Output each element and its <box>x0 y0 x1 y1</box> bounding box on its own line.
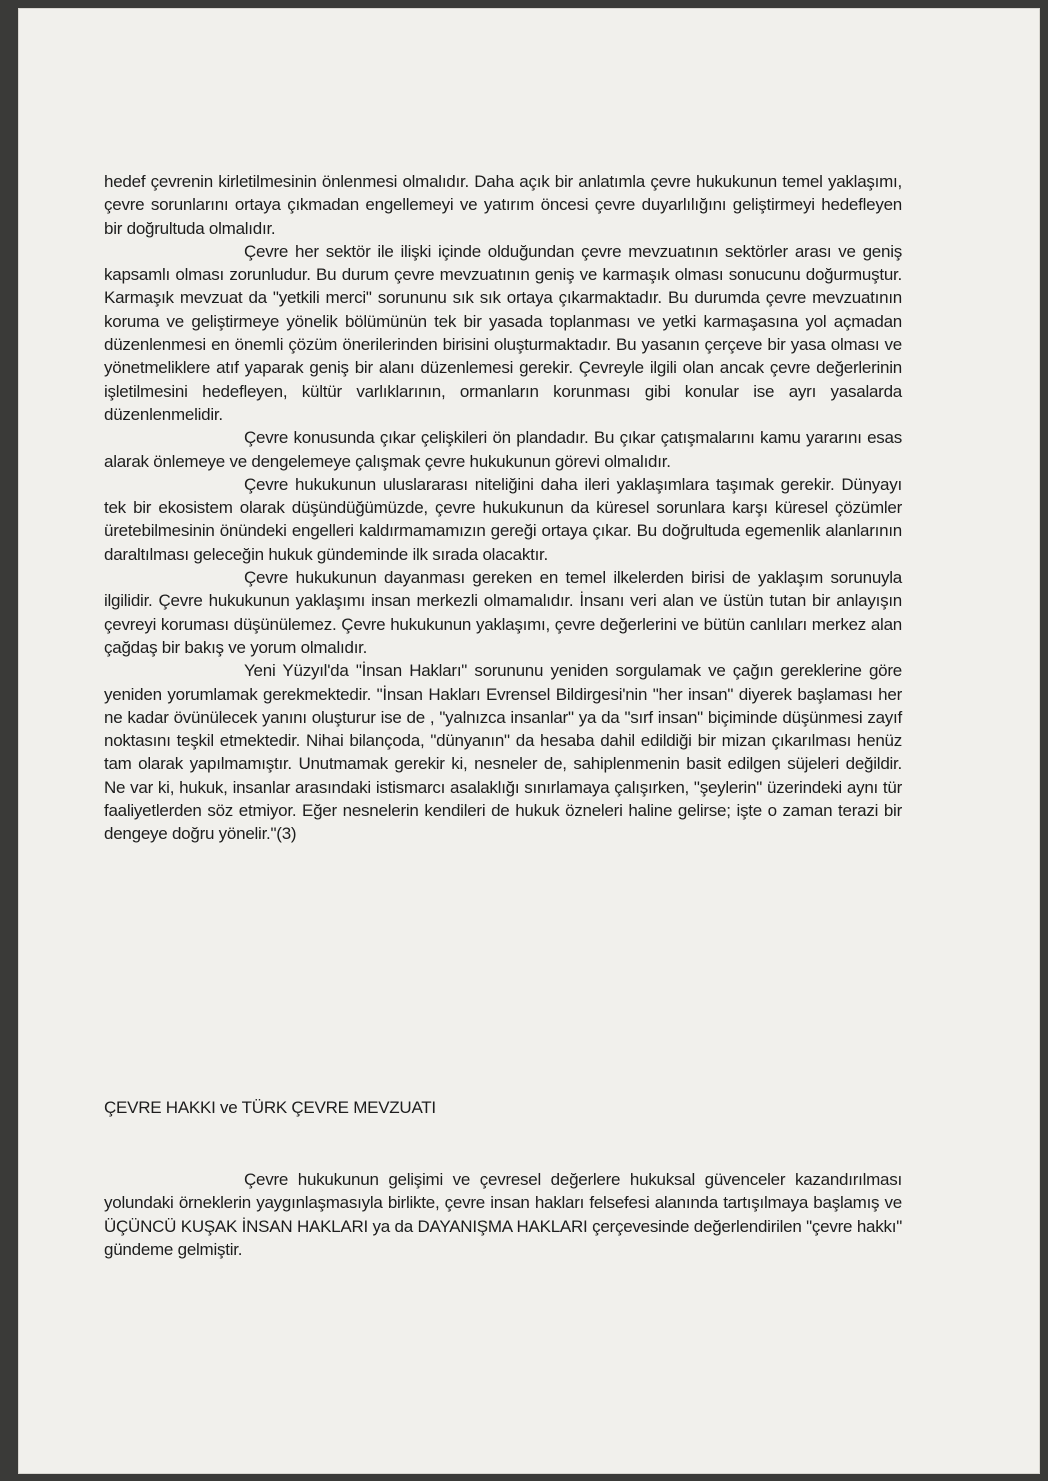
section-body <box>104 1168 902 1261</box>
section-heading: ÇEVRE HAKKI ve TÜRK ÇEVRE MEVZUATI <box>104 1098 436 1117</box>
paragraph-3: Çevre konusunda çıkar çelişkileri ön plandadır. Bu çıkar çatışmalarını kamu yararını esas alarak önlemeye ve dengelemeye çalışmak çevre hukukunun görevi olmalıdır. <box>104 428 902 471</box>
body-text <box>104 170 902 846</box>
paragraph-4: Çevre hukukunun uluslararası niteliğini daha ileri yaklaşımlara taşımak gerekir. Dünyayı tek bir ekosistem olarak düşündüğümüzde, çevre hukukunun da küresel sorunlara karşı küresel çözümler üretebilmesinin önündeki engelleri kaldırmamamızın gereği ortaya çıkar. Bu doğrultuda egemenlik alanlarının daraltılması geleceğin hukuk gündeminde ilk sırada olacaktır. <box>104 474 902 564</box>
paragraph-5: Çevre hukukunun dayanması gereken en temel ilkelerden birisi de yaklaşım sorunuyla ilgilidir. Çevre hukukunun yaklaşımı insan merkezli olmamalıdır. İnsanı veri alan ve üstün tutan bir anlayışın çevreyi koruması düşünülemez. Çevre hukukunun yaklaşımı, çevre değerlerini ve bütün canlıları merkez alan çağdaş bir bakış ve yorum olmalıdır. <box>104 568 902 657</box>
paragraph-1: hedef çevrenin kirletilmesinin önlenmesi olmalıdır. Daha açık bir anlatımla çevre hukukunun temel yaklaşımı, çevre sorunlarını ortaya çıkmadan engellemeyi ve yatırım öncesi çevre duyarlılığını geliştirmeyi hedefleyen bir doğrultuda olmalıdır. <box>104 172 902 238</box>
section-paragraph: Çevre hukukunun gelişimi ve çevresel değerlere hukuksal güvenceler kazandırılması yolundaki örneklerin yaygınlaşmasıyla birlikte, çevre insan hakları felsefesi alanında tartışılmaya başlamış ve ÜÇÜNCÜ KUŞAK İNSAN HAKLARI ya da DAYANIŞMA HAKLARI çerçevesinde değerlendirilen "çevre hakkı" gündeme gelmiştir. <box>104 1170 902 1259</box>
paragraph-6: Yeni Yüzyıl'da "İnsan Hakları" sorununu yeniden sorgulamak ve çağın gereklerine göre yeniden yorumlamak gerekmektedir. "İnsan Hakları Evrensel Bildirgesi'nin "her insan" diyerek başlaması her ne kadar övünülecek yanını oluşturur ise de , "yalnızca insanlar" ya da "sırf insan" biçiminde düşünmesi zayıf noktasını teşkil etmektedir. Nihai bilançoda, "dünyanın" da hesaba dahil edildiği bir mizan çıkarılması henüz tam olarak yapılmamıştır. Unutmamak gerekir ki, nesneler de, sahiplenmenin basit edilgen süjeleri değildir. Ne var ki, hukuk, insanlar arasındaki istismarcı asalaklığı sınırlamaya çalışırken, "şeylerin" üzerindeki aynı tür faaliyetlerden söz etmiyor. Eğer nesnelerin kendileri de hukuk özneleri haline gelirse; işte o zaman terazi bir dengeye doğru yönelir."(3) <box>104 661 902 844</box>
paragraph-2: Çevre her sektör ile ilişki içinde olduğundan çevre mevzuatının sektörler arası ve geniş kapsamlı olması zorunludur. Bu durum çevre mevzuatının geniş ve karmaşık olması sonucunu doğurmuştur. Karmaşık mevzuat da "yetkili merci" sorununu sık sık ortaya çıkarmaktadır. Bu durumda çevre mevzuatının koruma ve geliştirmeye yönelik bölümünün tek bir yasada toplanması ve yetki karmaşasına yol açmadan düzenlenmesi en önemli çözüm önerilerinden birisini oluşturmaktadır. Bu yasanın çerçeve bir yasa olması ve yönetmeliklere atıf yaparak geniş bir alanı düzenlemesi gerekir. Çevreyle ilgili olan ancak çevre değerlerinin işletilmesini hedefleyen, kültür varlıklarının, ormanların korunması gibi konular ise ayrı yasalarda düzenlenmelidir. <box>104 241 902 424</box>
